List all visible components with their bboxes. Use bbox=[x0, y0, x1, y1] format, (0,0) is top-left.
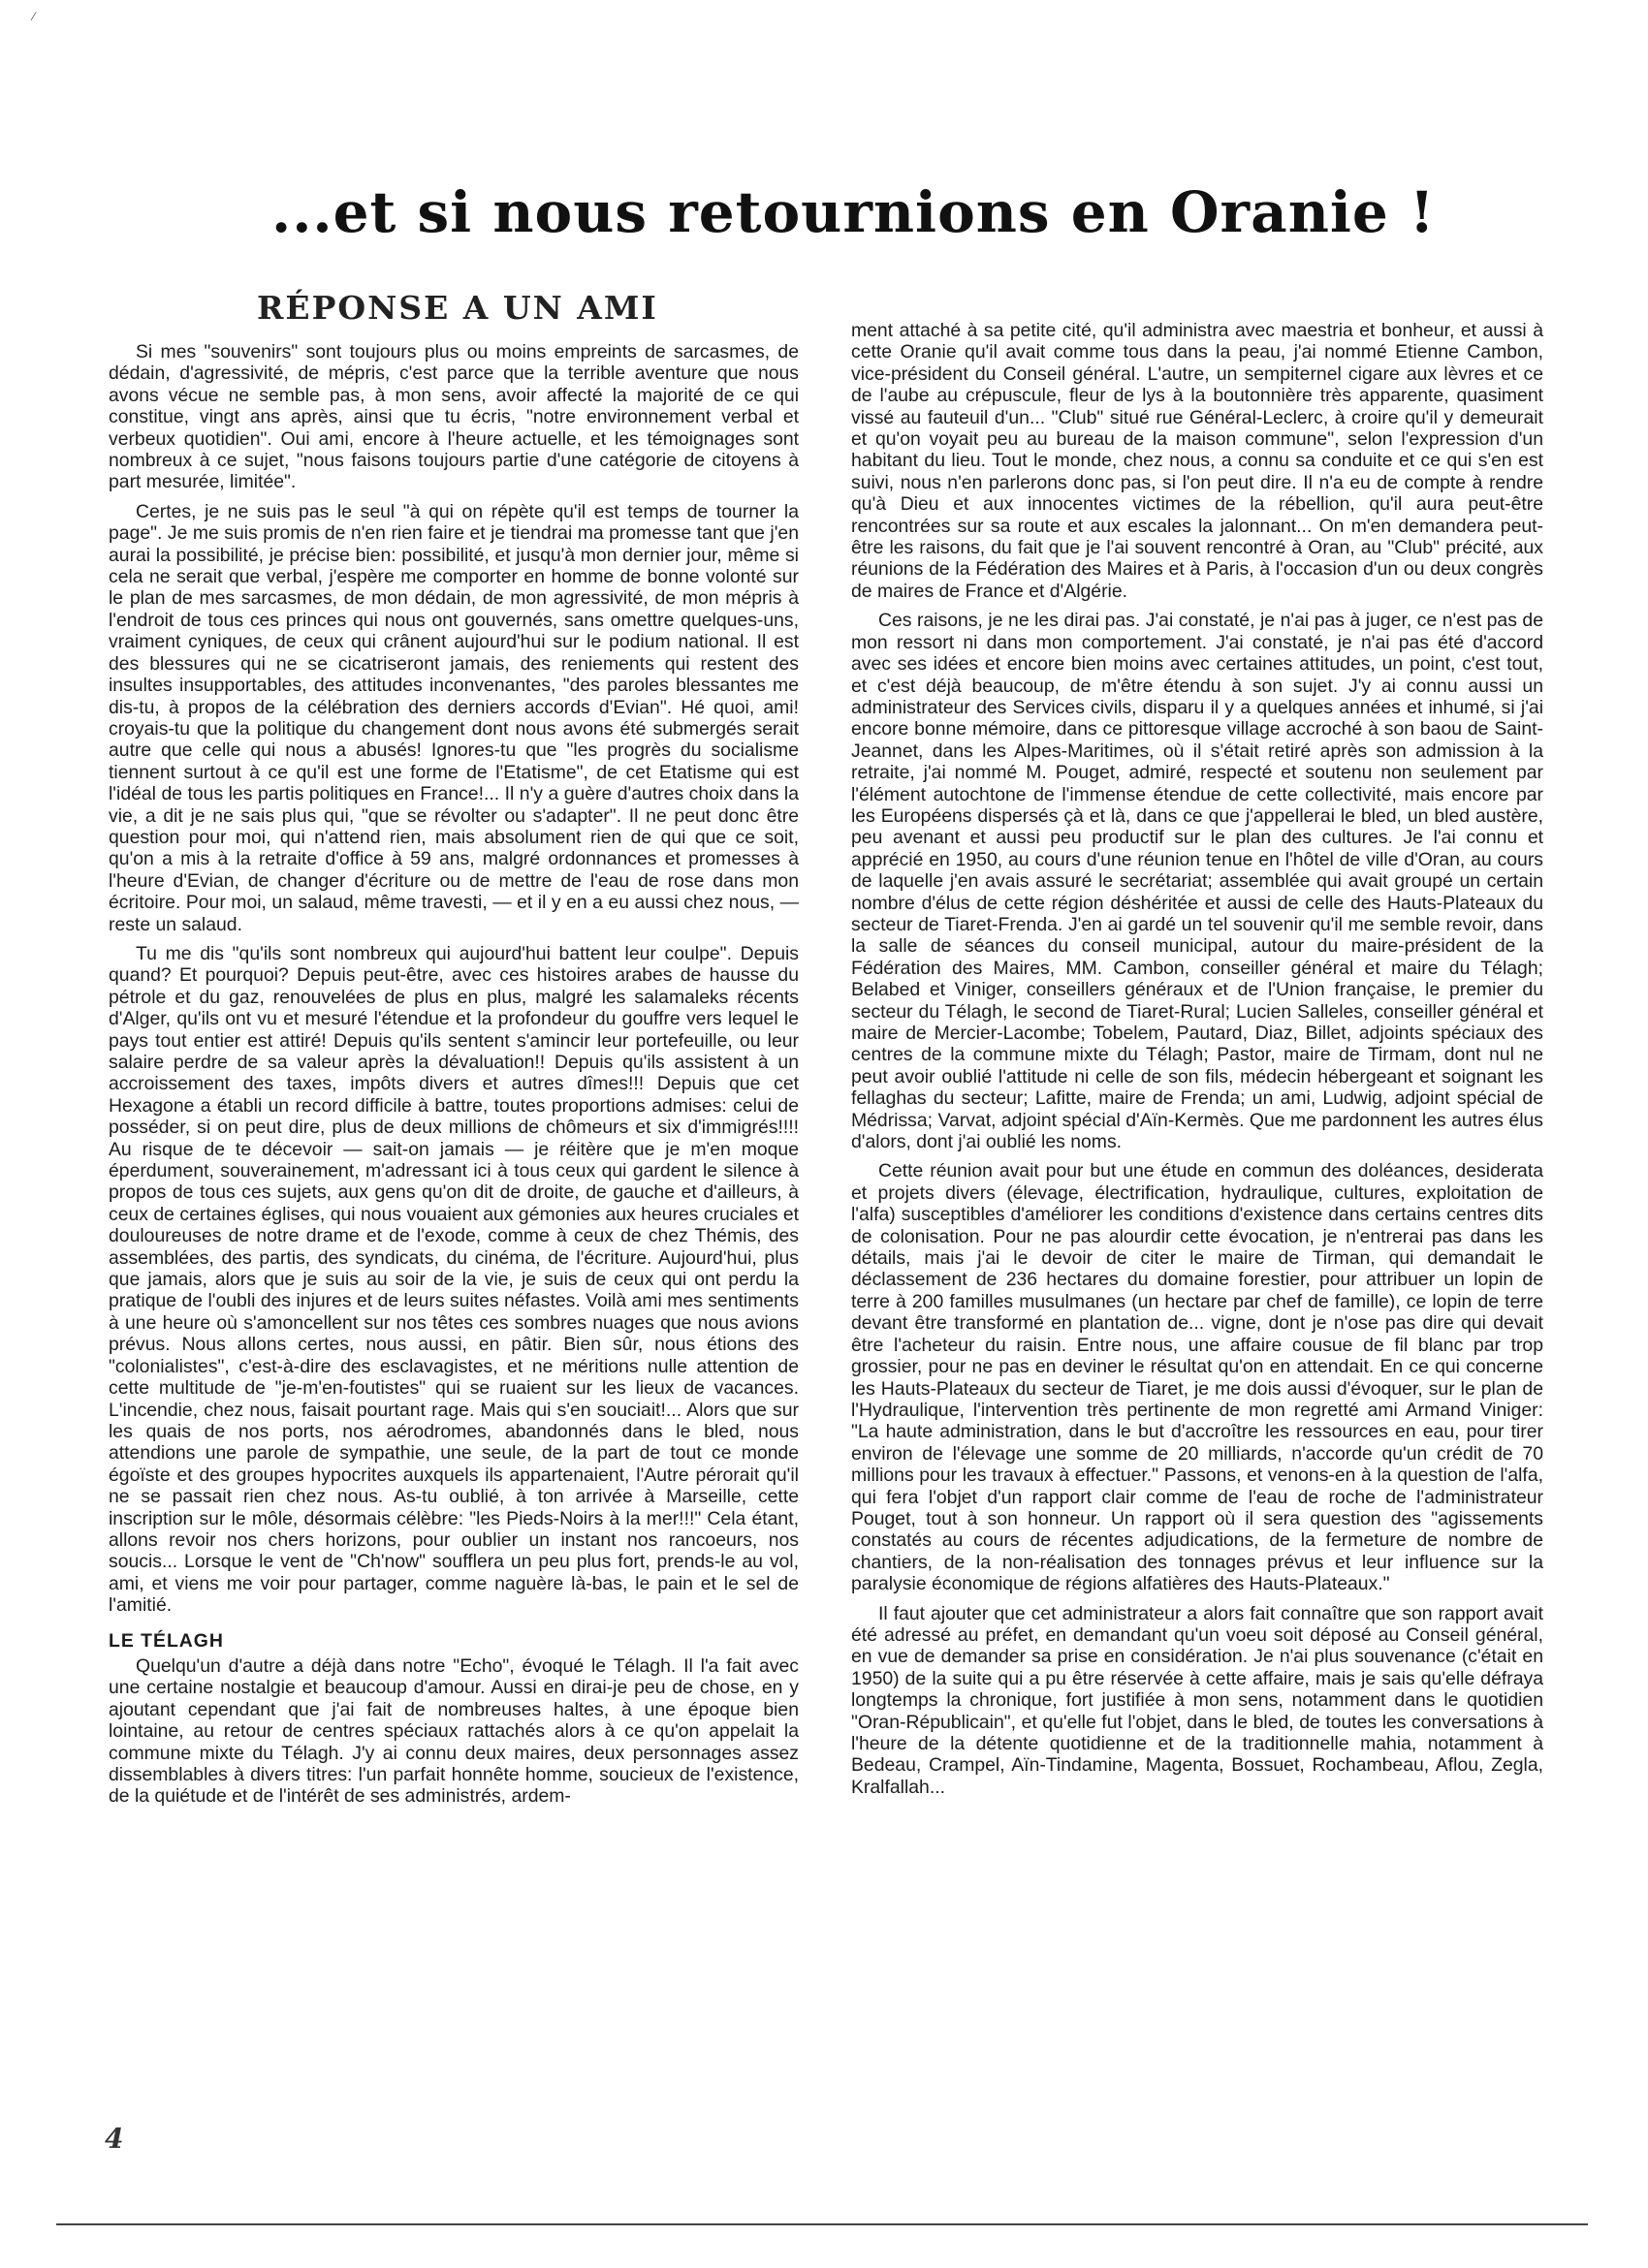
right-column bbox=[851, 320, 1543, 2161]
page-number: 4 bbox=[105, 2123, 124, 2155]
paragraph: Cette réunion avait pour but une étude en commun des doléances, desiderata et projets divers (élevage, électrification, hydraulique, cultures, exploitation de l'alfa) susceptibles d'améliorer les conditions d'existence dans certains centres dits de colonisation. Pour ne pas alourdir cette évocation, je n'entrerai pas dans les détails, mais j'ai le devoir de citer le maire de Tirman, qui demandait le déclassement de 236 hectares du domaine forestier, pour attribuer un lopin de terre à 200 familles musulmanes (un hectare par chef de famille), ce lopin de terre devant être transformé en plantation de... vigne, dont je n'ose pas dire qui devait être l'acheteur du raisin. Entre nous, une affaire cousue de fil blanc par trop grossier, pour ne pas en deviner le résultat qu'on en attendait. En ce qui concerne les Hauts-Plateaux du secteur de Tiaret, je me dois aussi d'évoquer, sur le plan de l'Hydraulique, l'intervention très pertinente de mon regretté ami Armand Viniger: "La haute administration, dans le but d'accroître les ressources en eau, pour tirer environ de l'élevage une somme de 20 milliards, n'accorde qu'un crédit de 70 millions pour les travaux à effectuer." Passons, et venons-en à la question de l'alfa, qui fera l'objet d'un rapport clair comme de l'eau de roche de l'administrateur Pouget, tout à son honneur. Un rapport où il sera question des "agissements constatés au cours de récentes adjudications, de la fermeture de nombre de chantiers, de la non-réalisation des tonnages prévus et leur influence sur la paralysie économique de régions alfatières des Hauts-Plateaux." bbox=[851, 1160, 1543, 1595]
paragraph: Ces raisons, je ne les dirai pas. J'ai constaté, je n'ai pas à juger, ce n'est pas de mon ressort ni dans mon comportement. J'ai constaté, je n'ai pas été d'accord avec ses idées et encore bien moins avec certaines attitudes, un point, c'est tout, et c'est déjà beaucoup, de m'être étendu à son sujet. J'y ai connu aussi un administrateur des Services civils, disparu il y a quelques années et inhumé, si j'ai encore bonne mémoire, dans ce pittoresque village accroché à son baou de Saint-Jeannet, dans les Alpes-Maritimes, où il s'était retiré après son admission à la retraite, j'ai nommé M. Pouget, admiré, respecté et soutenu non seulement par l'élément autochtone de l'immense étendue de cette collectivité, mais encore par les Européens dispersés çà et là, dans ce que j'appellerai le bled, un bled austère, peu avenant et aussi peu productif sur le plan des cultures. Je l'ai connu et apprécié en 1950, au cours d'une réunion tenue en l'hôtel de ville d'Oran, au cours de laquelle j'en avais assuré le secrétariat; assemblée qui avait groupé un certain nombre d'élus de cette région déshéritée et aussi de celle des Hauts-Plateaux du secteur de Tiaret-Frenda. J'en ai gardé un tel souvenir qu'il me semble revoir, dans la salle de séances du conseil municipal, autour du maire-président de la Fédération des Maires, MM. Cambon, conseiller général et maire du Télagh; Belabed et Viniger, conseillers généraux et de l'Union française, le premier du secteur du Télagh, le second de Tiaret-Rural; Lucien Salleles, conseiller général et maire de Mercier-Lacombe; Tobelem, Pautard, Diaz, Billet, adjoints spéciaux des centres de la commune mixte du Télagh; Pastor, maire de Tirmam, dont nul ne peut avoir oublié l'attitude ni celle de son fils, médecin hébergeant et soignant les fellaghas du secteur; Lafitte, maire de Frenda; un ami, Ludwig, adjoint spécial de Médrissa; Varvat, adjoint spécial d'Aïn-Kermès. Que me pardonnent les autres élus d'alors, dont j'ai oublié les noms. bbox=[851, 610, 1543, 1153]
paragraph: ment attaché à sa petite cité, qu'il administra avec maestria et bonheur, et aussi à cette Oranie qu'il avait comme tous dans la peau, j'ai nommé Etienne Cambon, vice-président du Conseil général. L'autre, un sempiternel cigare aux lèvres et ce de l'aube au crépuscule, fleur de lys à la boutonnière très apparente, quasiment vissé au fauteuil d'un... "Club" situé rue Général-Leclerc, à croire qu'il y demeurait et qu'on voyait peu au bureau de la maison commune", selon l'expression d'un habitant du lieu. Tout le monde, chez nous, a connu sa conduite et ce qui s'en est suivi, nous n'en parlerons donc pas, si l'on peut dire. Il n'a eu de compte à rendre qu'à Dieu et aux innocentes victimes de la rébellion, qu'il aura peut-être rencontrées sur sa route et aux escales la jalonnant... On m'en demandera peut-être les raisons, du fait que je l'ai souvent rencontré à Oran, au "Club" précité, aux réunions de la Fédération des Maires et à Paris, à l'occasion d'un ou deux congrès de maires de France et d'Algérie. bbox=[851, 320, 1543, 602]
paragraph: Si mes "souvenirs" sont toujours plus ou moins empreints de sarcasmes, de dédain, d'agressivité, de mépris, c'est parce que la terrible aventure que nous avons vécue ne semble pas, à mon sens, avoir affecté la majorité de ce qui constitue, vingt ans après, ainsi que tu écris, "notre environnement verbal et verbeux quotidien". Oui ami, encore à l'heure actuelle, et les témoignages sont nombreux à ce sujet, "nous faisons toujours partie d'une catégorie de citoyens à part mesurée, limitée". bbox=[109, 341, 799, 493]
paragraph: Tu me dis "qu'ils sont nombreux qui aujourd'hui battent leur coulpe". Depuis quand? Et pourquoi? Depuis peut-être, avec ces histoires arabes de hausse du pétrole et du gaz, renouvelées de plus en plus, malgré les salamaleks récents d'Alger, qu'ils ont vu et mesuré l'étendue et la profondeur du gouffre vers lequel le pays tout entier est attiré! Depuis qu'ils sentent s'amincir leur portefeuille, ou leur salaire perdre de sa valeur après la dévaluation!! Depuis qu'ils assistent à un accroissement des taxes, impôts divers et autres dîmes!!! Depuis que cet Hexagone a établi un record difficile à battre, toutes proportions admises: celui de posséder, si on peut dire, plus de deux millions de chômeurs et six d'immigrés!!!! Au risque de te décevoir — sait-on jamais — je réitère que je m'en moque éperdument, souverainement, m'adressant ici à tous ceux qui gardent le silence à propos de tous ces sujets, aux gens qu'on dit de droite, de gauche et d'ailleurs, à ceux de certaines églises, qui nous vouaient aux gémonies aux heures cruciales et douloureuses de notre drame et de l'exode, comme à ceux de chez Thémis, des assemblées, des partis, des syndicats, du cinéma, de l'écriture. Aujourd'hui, plus que jamais, alors que je suis au soir de la vie, je suis de ceux qui ont perdu la pratique de l'oubli des injures et de leurs suites néfastes. Voilà ami mes sentiments à une heure où s'amoncellent sur nos têtes ces sombres nuages que nous avions prévus. Nous allons certes, nous aussi, en pâtir. Bien sûr, nous étions des "colonialistes", c'est-à-dire des esclavagistes, et ne méritions nulle attention de cette multitude de "je-m'en-foutistes" qui se ruaient sur les lieux de vacances. L'incendie, chez nous, faisait pourtant rage. Mais qui s'en souciait!... Alors que sur les quais de nos ports, nos aérodromes, abandonnés dans le bled, nous attendions une parole de sympathie, une seule, de la part de tout ce monde égoïste et des groupes hypocrites auxquels ils appartenaient, l'Autre pérorait qu'il ne se passait rien chez nous. As-tu oublié, à ton arrivée à Marseille, cette inscription sur le môle, désormais célèbre: "les Pieds-Noirs à la mer!!!" Cela étant, allons revoir nos chers horizons, pour oublier un instant nos rancoeurs, nos soucis... Lorsque le vent de "Ch'now" soufflera un peu plus fort, prends-le au vol, ami, et viens me voir pour partager, comme naguère là-bas, le pain et le sel de l'amitié. bbox=[109, 942, 799, 1617]
paragraph: Quelqu'un d'autre a déjà dans notre "Echo", évoqué le Télagh. Il l'a fait avec une certaine nostalgie et beaucoup d'amour. Aussi en dirai-je peu de chose, en y ajoutant cependant que j'ai fait de nombreuses haltes, à une époque bien lointaine, au retour de centres spéciaux rattachés alors à ce qu'on appelait la commune mixte du Télagh. J'y ai connu deux maires, deux personnages assez dissemblables à divers titres: l'un parfait honnête homme, soucieux de l'existence, de la quiétude et de l'intérêt de ses administrés, ardem- bbox=[109, 1654, 799, 1808]
section-heading: LE TÉLAGH bbox=[109, 1629, 224, 1652]
paragraph: Il faut ajouter que cet administrateur a alors fait connaître que son rapport avait été adressé au préfet, en demandant qu'un voeu soit déposé au Conseil général, en vue de demander sa prise en considération. Je n'ai plus souvenance (c'était en 1950) de la suite qui a pu être réservée à cette affaire, mais je sais qu'elle défraya longtemps la chronique, fort justifiée à mon sens, notamment dans le quotidien "Oran-Républicain", et qu'elle fut l'objet, dans le bled, de toutes les conversations à l'heure de la détente quotidienne et de la traditionnelle mahia, notamment à Bedeau, Crampel, Aïn-Tindamine, Magenta, Bossuet, Rochambeau, Aflou, Zegla, Kralfallah... bbox=[851, 1602, 1543, 1798]
corner-mark-icon: ⁄ bbox=[33, 10, 36, 23]
article-subtitle: RÉPONSE A UN AMI bbox=[257, 289, 658, 327]
article-title: ...et si nous retournions en Oranie ! bbox=[271, 179, 1436, 245]
paragraph: Certes, je ne suis pas le seul "à qui on répète qu'il est temps de tourner la page". Je me suis promis de n'en rien faire et je tiendrai ma promesse tant que j'en aurai la possibilité, je précise bien: possibilité, et jusqu'à mon dernier jour, même si cela ne serait que verbal, j'espère me comporter en homme de bonne volonté sur le plan de mes sarcasmes, de mon dédain, de mon agressivité, de mon mépris à l'endroit de tous ces princes qui nous ont gouvernés, sans omettre quelques-uns, vraiment cyniques, de ceux qui crânent aujourd'hui sur le podium national. Il est des blessures qui ne se cicatriseront jamais, des reniements qui restent des insultes insupportables, des attitudes inconvenantes, "des paroles blessantes me dis-tu, à propos de la célébration des derniers accords d'Evian". Hé quoi, ami! croyais-tu que la politique du changement dont nous avons été submergés serait autre que celle qui nous a abusés! Ignores-tu que "les progrès du socialisme tiennent surtout à ce qu'il est une forme de l'Etatisme", de cet Etatisme qui est l'idéal de tous les partis politiques en France!... Il n'y a guère d'autres choix dans la vie, a dit je ne sais plus qui, "que se révolter ou s'adapter". Il ne peut donc être question pour moi, qui n'attend rien, mais absolument rien de qui que ce soit, qu'on a mis à la retraite d'office à 59 ans, malgré ordonnances et promesses à l'heure d'Evian, de changer d'écriture ou de mettre de l'eau de rose dans mon écritoire. Pour moi, un salaud, même travesti, — et il y en a eu aussi chez nous, — reste un salaud. bbox=[109, 500, 799, 935]
bottom-rule bbox=[56, 2223, 1588, 2225]
left-column bbox=[109, 341, 799, 2115]
